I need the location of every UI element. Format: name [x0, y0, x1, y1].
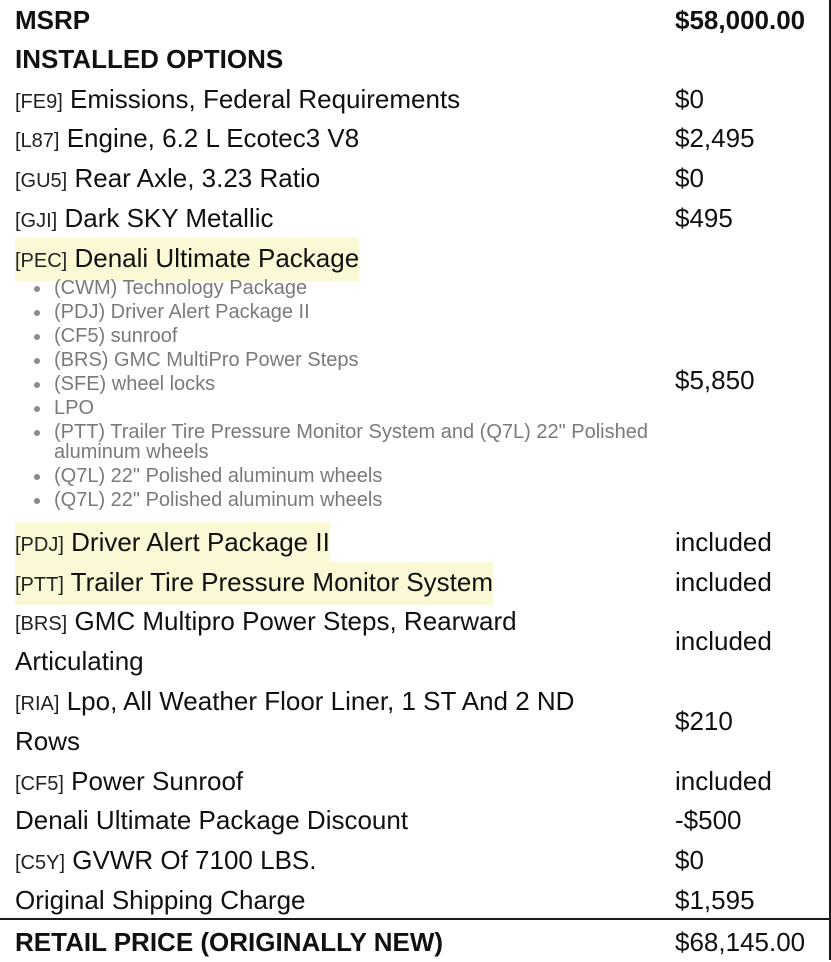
option-name-continued: Rows [15, 726, 81, 756]
msrp-value: $58,000.00 [675, 5, 806, 35]
option-name: Trailer Tire Pressure Monitor System [70, 567, 494, 597]
package-contents-list [30, 276, 650, 512]
option-price: $0 [675, 845, 704, 875]
option-price: $495 [675, 203, 733, 233]
option-name: GVWR Of 7100 LBS. [72, 845, 317, 875]
list-item: (CF5) sunroof [30, 324, 650, 348]
option-code: [BRS] [15, 613, 68, 635]
option-price: $2,495 [675, 123, 755, 153]
option-name-continued: Articulating [15, 646, 144, 676]
list-item: (Q7L) 22" Polished aluminum wheels [30, 488, 650, 512]
list-item: (SFE) wheel locks [30, 372, 650, 396]
option-price: $1,595 [675, 885, 755, 915]
option-name: Power Sunroof [71, 766, 244, 796]
option-code: [PEC] [15, 250, 68, 272]
option-code: [RIA] [15, 693, 60, 715]
msrp-label: MSRP [15, 5, 91, 35]
option-code: [PDJ] [15, 534, 64, 556]
option-name: Engine, 6.2 L Ecotec3 V8 [66, 123, 360, 153]
retail-price-value: $68,145.00 [675, 927, 806, 957]
list-item: (BRS) GMC MultiPro Power Steps [30, 348, 650, 372]
option-price: included [675, 527, 772, 557]
option-price: -$500 [675, 805, 742, 835]
option-name: GMC Multipro Power Steps, Rearward [74, 606, 517, 636]
option-code: [PTT] [15, 574, 64, 596]
option-code: [CF5] [15, 773, 64, 795]
option-price: included [675, 766, 772, 796]
option-name: Denali Ultimate Package [74, 243, 360, 273]
option-name: Emissions, Federal Requirements [70, 84, 461, 114]
list-item: (PDJ) Driver Alert Package II [30, 300, 650, 324]
option-name: Dark SKY Metallic [64, 203, 274, 233]
option-price: included [675, 567, 772, 597]
list-item: (PTT) Trailer Tire Pressure Monitor System and (Q7L) 22" Polished aluminum wheels [30, 420, 650, 464]
option-code: [C5Y] [15, 852, 66, 874]
option-name: Driver Alert Package II [71, 527, 330, 557]
option-name: Lpo, All Weather Floor Liner, 1 ST And 2 ND [66, 686, 575, 716]
option-price: $5,850 [675, 365, 755, 395]
option-price: included [675, 626, 772, 656]
option-price: $0 [675, 84, 704, 114]
list-item: LPO [30, 396, 650, 420]
installed-options-heading: INSTALLED OPTIONS [15, 44, 284, 74]
option-code: [FE9] [15, 91, 63, 113]
option-name: Denali Ultimate Package Discount [15, 805, 409, 835]
option-code: [GJI] [15, 210, 58, 232]
option-name: Rear Axle, 3.23 Ratio [74, 163, 321, 193]
list-item: (CWM) Technology Package [30, 276, 650, 300]
retail-price-label: RETAIL PRICE (ORIGINALLY NEW) [15, 927, 444, 957]
option-price: $210 [675, 706, 733, 736]
option-price: $0 [675, 163, 704, 193]
option-name: Original Shipping Charge [15, 885, 306, 915]
total-divider [0, 918, 829, 920]
option-code: [L87] [15, 130, 60, 152]
option-code: [GU5] [15, 170, 68, 192]
list-item: (Q7L) 22" Polished aluminum wheels [30, 464, 650, 488]
